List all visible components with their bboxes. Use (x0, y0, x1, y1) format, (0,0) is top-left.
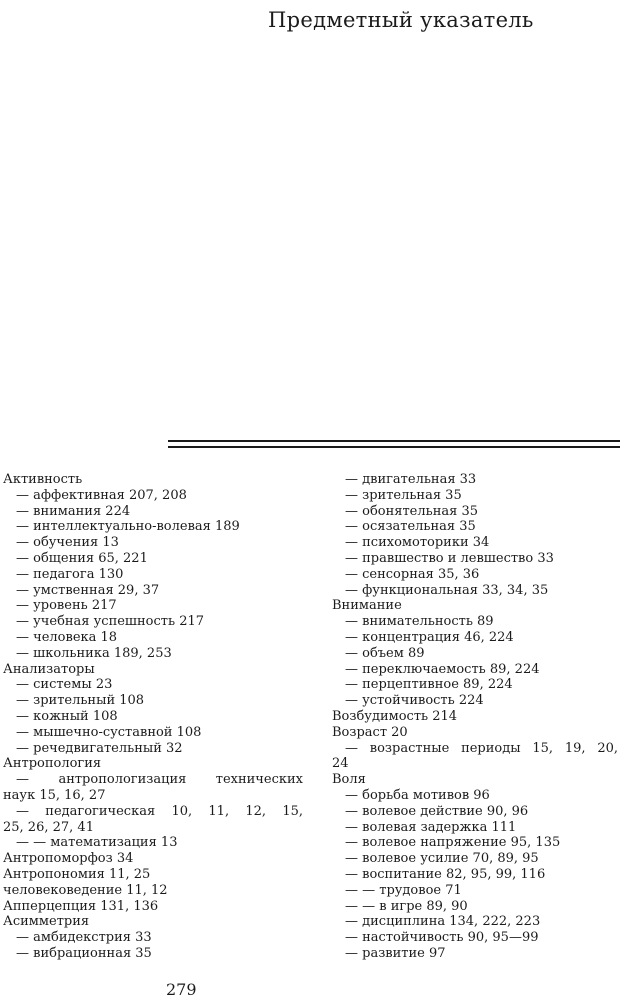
index-entry-heading: Внимание (332, 598, 402, 614)
index-subentry: — кожный 108 (16, 708, 118, 724)
index-subentry: — волевое действие 90, 96 (345, 803, 529, 819)
index-entry-heading: наук 15, 16, 27 (3, 787, 106, 803)
index-subentry: — — математизация 13 (16, 835, 178, 851)
index-subentry: — — трудовое 71 (345, 882, 462, 898)
index-subentry: — двигательная 33 (345, 472, 477, 487)
index-subentry: — зрительная 35 (345, 487, 462, 503)
index-subentry: — переключаемость 89, 224 (345, 661, 540, 677)
index-entry-heading: Активность (3, 472, 83, 487)
index-entry-heading: Антропономия 11, 25 (3, 866, 151, 882)
index-subentry: — объем 89 (345, 645, 425, 661)
rule-line-top (168, 440, 620, 442)
index-entry-heading: Анализаторы (3, 661, 95, 677)
index-entry-heading: человековедение 11, 12 (3, 882, 168, 898)
index-subentry: — внимательность 89 (345, 614, 494, 630)
index-subentry: — перцептивное 89, 224 (345, 677, 513, 693)
index-subentry: — возрастные периоды 15, 19, 20, (345, 740, 618, 756)
index-entry-heading: Антропология (3, 756, 102, 772)
index-subentry: — педагогическая 10, 11, 12, 15, (16, 803, 303, 819)
index-subentry: — вибрационная 35 (16, 945, 152, 961)
index-subentry: — системы 23 (16, 677, 113, 693)
double-rule-divider (168, 440, 620, 452)
index-subentry: — развитие 97 (345, 945, 446, 961)
index-subentry: — мышечно-суставной 108 (16, 724, 202, 740)
index-subentry: — речедвигательный 32 (16, 740, 183, 756)
index-entry-heading: Асимметрия (3, 914, 90, 930)
page-number: 279 (166, 980, 197, 999)
index-subentry: — волевая задержка 111 (345, 819, 517, 835)
index-subentry: — амбидекстрия 33 (16, 930, 152, 946)
index-entry-heading: Антропоморфоз 34 (3, 851, 134, 867)
index-subentry: — школьника 189, 253 (16, 645, 172, 661)
index-subentry: — умственная 29, 37 (16, 582, 160, 598)
index-column-left (3, 472, 303, 962)
index-entry-heading: 25, 26, 27, 41 (3, 819, 94, 835)
index-subentry: — настойчивость 90, 95—99 (345, 930, 539, 946)
index-subentry: — уровень 217 (16, 598, 117, 614)
index-entry-heading: Воля (332, 772, 366, 788)
index-subentry: — общения 65, 221 (16, 550, 148, 566)
index-subentry: — антропологизация технических (16, 772, 303, 788)
index-subentry: — психомоторики 34 (345, 535, 490, 551)
index-subentry: — учебная успешность 217 (16, 614, 205, 630)
index-subentry: — интеллектуально-волевая 189 (16, 519, 240, 535)
index-subentry: — функциональная 33, 34, 35 (345, 582, 549, 598)
index-subentry: — правшество и левшество 33 (345, 550, 554, 566)
rule-line-bottom (168, 446, 620, 448)
index-subentry: — зрительный 108 (16, 693, 145, 709)
index-subentry: — обонятельная 35 (345, 503, 478, 519)
index-entry-heading: Возраст 20 (332, 724, 408, 740)
index-subentry: — волевое усилие 70, 89, 95 (345, 851, 539, 867)
index-subentry: — сенсорная 35, 36 (345, 566, 480, 582)
index-column-right (332, 472, 618, 962)
index-subentry: — осязательная 35 (345, 519, 476, 535)
index-entry-heading: Апперцепция 131, 136 (3, 898, 159, 914)
page-title: Предметный указатель (268, 8, 534, 32)
index-subentry: — устойчивость 224 (345, 693, 484, 709)
index-subentry: — воспитание 82, 95, 99, 116 (345, 866, 546, 882)
index-subentry: — педагога 130 (16, 566, 124, 582)
index-subentry: — аффективная 207, 208 (16, 487, 187, 503)
index-subentry: — борьба мотивов 96 (345, 787, 490, 803)
index-subentry: — — в игре 89, 90 (345, 898, 468, 914)
index-subentry: — концентрация 46, 224 (345, 629, 514, 645)
index-subentry: — дисциплина 134, 222, 223 (345, 914, 541, 930)
index-entry-heading: Возбудимость 214 (332, 708, 458, 724)
index-subentry: — человека 18 (16, 629, 118, 645)
index-subentry: — внимания 224 (16, 503, 131, 519)
index-subentry: — волевое напряжение 95, 135 (345, 835, 561, 851)
index-subentry: — обучения 13 (16, 535, 119, 551)
index-entry-heading: 24 (332, 756, 349, 772)
